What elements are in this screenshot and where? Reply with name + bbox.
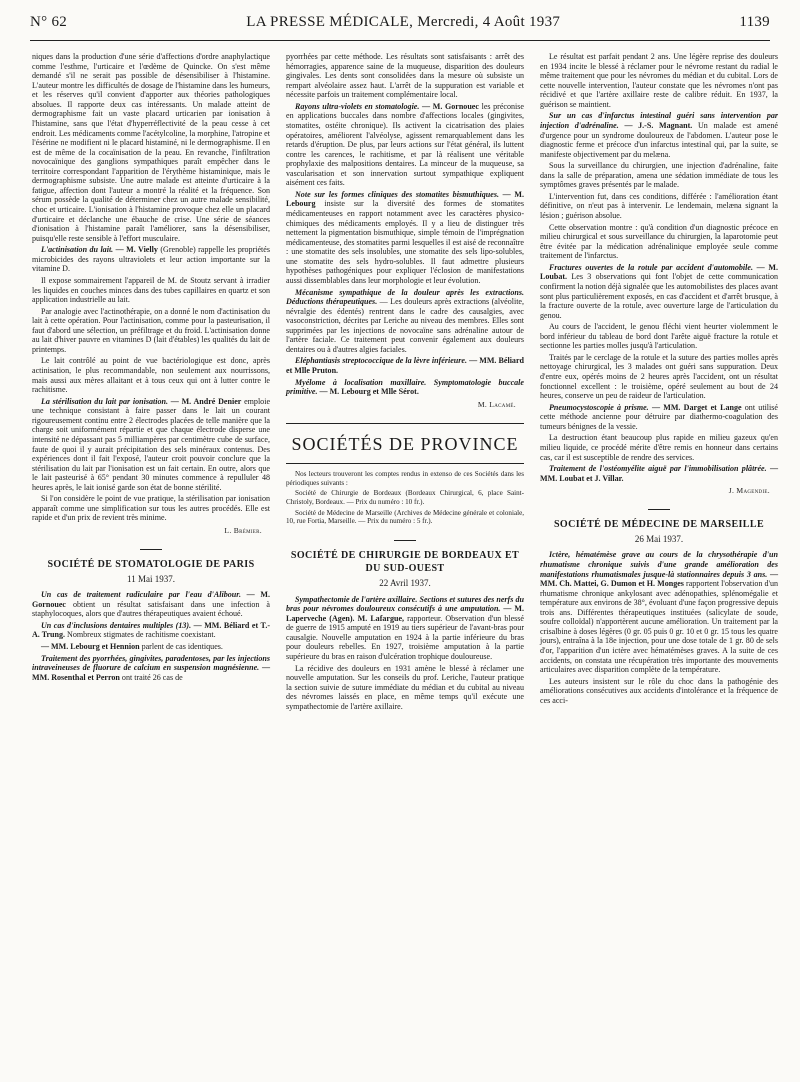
paragraph: Le résultat est parfait pendant 2 ans. Une légère reprise des douleurs en 1934 incite le blessé à réclamer pour le névrome restant du radial le même traitement que pour les névromes du médian et du cubital. Lors de cette nouvelle intervention, l'auteur constate que les névromes n'ont pas récidivé et que l'artère axillaire reste de calibre réduit. En 1937, la guérison se maintient.: [540, 52, 778, 109]
article-alibour: [32, 590, 270, 619]
article-author: — M. Lebourg: [286, 189, 524, 209]
article-text: les préconise en applications buccales dans nombre d'affections locales (gingivites, stomatites, ostéite chronique). Ils activent la cicatrisation des plaies opératoires, améliorent l'alvéolyse, agissent remarquablement dans les retards d'éruption. De plus, par leurs actions sur l'état général, ils luttent contre les carences, le rachitisme, et par là réalisent une véritable prophylaxie des malpositions dentaires. La minceur de la muqueuse, sa vascularisation et son innervation surtout sympathique expliquent aisément ces faits.: [286, 101, 524, 188]
society-title: SOCIÉTÉ DE MÉDECINE DE MARSEILLE: [553, 519, 765, 531]
article-title: Rayons ultra-violets en stomatologie.: [295, 101, 420, 111]
article-author: — MM. Béliard et Mlle Pruton.: [286, 356, 525, 375]
paragraph: L'intervention fut, dans ces conditions, différée : l'amélioration étant définitive, on n'eut pas à intervenir. Le lendemain, melæna signant la lésion ; guérison absolue.: [540, 191, 778, 220]
article-text: ont traité 26 cas de: [119, 672, 183, 682]
article-title: Un cas d'inclusions dentaires multiples (13).: [41, 620, 192, 630]
periodical-note: Société de Chirurgie de Bordeaux (Bordeaux Chirurgical, 6, place Saint-Christoly, Bordeaux. — Prix du numéro : 10 fr.).: [286, 489, 524, 507]
article-inclusions: [32, 621, 270, 640]
paragraph: Si l'on considère le point de vue pratique, la stérilisation par ionisation apparaît comme une simplification sur tous les autres procédés. Elle est rapide et d'un prix de revient très minime.: [32, 494, 270, 523]
article-author: — MM. Loubat et J. Villar.: [540, 464, 779, 483]
article-elephantiasis: [286, 356, 524, 375]
signature: J. Magendie.: [728, 486, 770, 496]
article-author: — M. Gornouec: [422, 101, 479, 111]
article-author: — J.-S. Magnant.: [624, 120, 693, 130]
page-number: 1139: [739, 14, 770, 30]
article-author: — M. Loubat.: [540, 262, 778, 282]
society-heading: [286, 540, 524, 576]
article-title: L'actinisation du lait.: [41, 245, 114, 255]
article-text: rapporteur. Observation d'un blessé de guerre de 1915 amputé en 1919 au tiers supérieur de l'avant-bras pour causalgie. Nouvelle amputation en 1924 à la partie inférieure du bras pour douleurs rebelles. En 1927, troisième amputation à la partie supérieure du bras en raison d'ulcération trophique douloureuse.: [286, 613, 524, 662]
article-text: (Grenoble) rappelle les propriétés microbicides des rayons ultraviolets et leur action importante sur la vitamine D.: [32, 245, 270, 274]
article-text: rapportent l'observation d'un rhumatisme chronique ankylosant avec adénopathies, splénomégalie et température aux environs de 38°, évoluant d'une façon progressive depuis trois ans. Différentes thérapeutiques instituées (salicylate de soude, soufre colloïdal) n'apportèrent aucune amélioration. Un traitement par la crisalbine à doses légères (0 gr. 05 puis 0 gr. 10 et 0 gr. 15 tous les quatre jours), entraîna à la 18e injection, pour une dose totale de 1 gr. 80 de sels d'or, l'apparition d'un ictère avec hématémèses graves. A la suite de ces accidents, on constata une récupération très importante des mouvements articulaires avec disparition complète de la température.: [540, 579, 779, 675]
society-title: SOCIÉTÉ DE CHIRURGIE DE BORDEAUX ET DU SUD-OUEST: [290, 549, 520, 575]
article-text: obtient un résultat satisfaisant dans une infection à staphylocoques, alors que d'autres thérapeutiques avaient échoué.: [32, 599, 270, 619]
article-author: — MM. Ch. Mattei, G. Dumon et H. Monges: [540, 569, 778, 589]
article-pyorrhees: [32, 654, 270, 683]
section-banner: SOCIÉTÉS DE PROVINCE: [286, 423, 524, 464]
article-title: Sur un cas d'infarctus intestinal guéri sans intervention par injection d'adrénaline.: [540, 111, 778, 130]
article-actinisation: [32, 245, 270, 274]
article-title: Mécanisme sympathique de la douleur après les extractions. Déductions thérapeutiques.: [286, 287, 524, 307]
article-author: — MM. Béliard et T.-A. Trung.: [32, 620, 271, 640]
article-title: Sympathectomie de l'artère axillaire. Sections et sutures des nerfs du bras pour névromes douloureux consécutifs à une amputation.: [286, 594, 524, 614]
article-author: — M. Laperveche (Agen). M. Lafargue,: [286, 604, 524, 623]
article-infarctus: [540, 111, 778, 159]
article-osteomyelite: [540, 464, 778, 483]
article-title: La stérilisation du lait par ionisation.: [41, 396, 169, 406]
article-author: — MM. Lebourg et Hennion: [41, 642, 140, 652]
article-myelome: [286, 378, 524, 397]
periodicals-intro: Nos lecteurs trouveront les comptes rendus in extenso de ces Sociétés dans les périodiques suivants :: [286, 470, 524, 487]
issue-number: N° 62: [30, 14, 68, 30]
article-ultraviolets: [286, 102, 524, 188]
paragraph: Au cours de l'accident, le genou fléchi vient heurter violemment le bord inférieur du tableau de bord dont l'arête aiguë fracture la rotule et sectionne les parties molles jusqu'à l'articulation.: [540, 322, 778, 351]
paragraph: Par analogie avec l'actinothérapie, on a donné le nom d'actinisation du lait à cette opération. Pour l'actinisation, comme pour la pasteurisation, il faut d'abord une sélection, un préfiltrage et du froid. L'actinisation donne au lait d'hiver pauvre en vitamines D (lait d'étables) les qualités du lait de printemps.: [32, 306, 270, 354]
article-title: Traitement des pyorrhées, gingivites, paradentoses, par les injections intraveineuses de fluorure de calcium en suspension magnésienne.: [32, 653, 270, 673]
article-author: — M. Vielly: [115, 245, 158, 255]
column-3: [540, 52, 778, 707]
article-text: ont utilisé cette méthode ancienne pour détruire par diathermo-coagulation des tumeurs bénignes de la vessie.: [540, 402, 778, 431]
article-pneumocystoscopie: [540, 403, 778, 432]
article-lebourg-hennion: [32, 642, 270, 652]
society-date: 26 Mai 1937.: [634, 533, 684, 544]
separator: [394, 540, 416, 541]
article-text: Les 3 observations qui font l'objet de cette communication confirment la notion déjà signalée que les automobilistes des places avant sont plus particulièrement exposés, en cas d'accident et d'arrêt brusque, à la fracture ouverte de la rotule, avec ouverture large de l'articulation du genou.: [540, 272, 778, 320]
article-text: Un malade est amené d'urgence pour un syndrome douloureux de l'abdomen. L'auteur pose le diagnostic ferme et précoce d'un infarctus intestinal qui, par la suite, se manifeste objectivement par du melæna.: [540, 120, 778, 159]
paragraph: Cette observation montre : qu'à condition d'un diagnostic précoce en milieu chirurgical et sous surveillance du chirurgien, la laparotomie peut être évitée par la médication adrénalinique employée seule comme traitement de l'infarctus.: [540, 222, 778, 261]
paragraph: Sous la surveillance du chirurgien, une injection d'adrénaline, faite dans la salle de préparation, amena une sédation immédiate de tous les symptômes graves présentés par le malade.: [540, 161, 778, 190]
society-date: 22 Avril 1937.: [379, 577, 431, 588]
article-rotule: [540, 263, 778, 320]
paragraph: Les auteurs insistent sur le rôle du choc dans la pathogénie des améliorations consécutives aux accidents d'intolérance et la fréquence de ces acci-: [540, 676, 778, 705]
article-title: Traitement de l'ostéomyélite aiguë par l'immobilisation plâtrée.: [549, 464, 767, 474]
article-author: — MM. Darget et Lange: [651, 402, 742, 412]
article-author: — MM. Rosenthal et Perron: [32, 663, 270, 682]
signature: L. Brémier.: [224, 526, 262, 535]
page-header: [30, 14, 770, 40]
society-heading: [540, 509, 778, 532]
article-text: insiste sur la diversité des formes de stomatites médicamenteuses en rapport notamment avec les caractères physico-chimiques des médicaments employés. Il y a lieu de distinguer très nettement la pigmentation bismuthique, simple témoin de l'imprégnation médicamenteuse, des stomatites parmi lesquelles il est aisé de reconnaître : une stomatite des sels insolubles, une stomatite des sels lipo-solubles, une stomatite des sels hydro-solubles. Il faut admettre plusieurs hypothèses pathogéniques pour expliquer l'éclosion de manifestations aussi dissemblables dans leur morphologie et leur évolution.: [286, 199, 524, 285]
paragraph: Il expose sommairement l'appareil de M. de Stoutz servant à irradier les liquides en couches minces dans des tubes capillaires en quartz et son application industrielle au lait.: [32, 275, 270, 305]
column-1: [32, 52, 270, 684]
article-stomatites: [286, 190, 524, 286]
column-2: [286, 52, 524, 713]
article-title: Fractures ouvertes de la rotule par accident d'automobile.: [549, 262, 753, 272]
paragraph: La destruction étant beaucoup plus rapide en milieu gazeux qu'en milieu liquide, ce procédé mérite d'être remis en honneur dans certains cas, car il est susceptible de rendre des services.: [540, 433, 778, 462]
article-author: — M. Lebourg et Mlle Sérot.: [319, 387, 419, 397]
society-heading: [32, 549, 270, 572]
paragraph: pyorrhées par cette méthode. Les résultats sont satisfaisants : arrêt des hémorragies, apparence saine de la muqueuse, disparition des douleurs gingivales. Les dents sont consolidées dans la mesure où subsiste un rempart alvéolaire assez haut. L'arrêt de la suppuration est variable et nécessite parfois un traitement complémentaire local.: [286, 52, 524, 100]
separator: [648, 509, 670, 510]
paragraph: La récidive des douleurs en 1931 amène le blessé à réclamer une nouvelle amputation. Sur les conseils du prof. Leriche, l'auteur pratique la section suivie de suture immédiate du médian et du cubital au niveau des névromes laissés en place, en même temps qu'il exécute une sympathectomie de l'artère axillaire.: [286, 663, 524, 711]
header-rule: [30, 40, 770, 41]
society-date: 11 Mai 1937.: [127, 573, 175, 584]
paragraph: niques dans la production d'une série d'affections d'ordre anaphylactique comme l'esthme, l'urticaire et l'œdème de Quincke. On s'est même demandé s'il ne serait pas possible de désensibiliser à l'histamine. L'auteur montre les difficultés de dosage de l'histamine dans les humeurs, et les réserves qu'il convient d'apporter aux théories pathologiques absolues. Il rapporte deux cas intéressants. Un malade atteint de dermographisme fait un vaste placard urticarien par ionisation à l'histamine, sans que l'état d'hyperréflectivité de la peau cesse à cet endroit. Les médicaments comme l'acétylcoline, la morphine, l'atropine et l'ésérine ne modifient ni le placard histaminé, ni le dermographisme. Il en est de même de la cocaïnisation de la peau. En revanche, l'infiltration novocaïnique des ganglions sympathiques paraît empêcher dans le territoire correspondant l'apparition de l'érythème histaminique, mais le dermographisme subsiste. Une autre malade est atteinte d'urticaire à la fatigue, affection dont l'auteur a montré la réalité et la fréquence. Son sérum possède la qualité de déterminer chez un autre malade sensibilité, choc et urticaire. L'ionisation à l'histamine provoque chez elle un placard d'urticaire et déclanche une ébauche de crise. Une série de séances d'ionisation à l'histamine paraît l'améliorer, sans la désensibiliser, puisqu'elle reste sensible à l'effort musculaire.: [32, 52, 270, 243]
article-mecanisme: [286, 288, 524, 355]
article-author: — M. Gornouec: [32, 590, 270, 609]
article-title: Ictère, hématémèse grave au cours de la chrysothérapie d'un rhumatisme chronique suivis d'une grande amélioration des manifestations rhumatismales jusque-là stationnaires depuis 3 ans.: [540, 550, 778, 579]
paragraph: Le lait contrôlé au point de vue bactériologique est donc, après actinisation, le plus recommandable, non seulement aux nourrissons, mais aussi aux mères allaitant et à tous ceux qui ont à lutter contre le rachitisme.: [32, 356, 270, 395]
article-author: — M. André Denier: [170, 396, 242, 406]
article-title: Un cas de traitement radiculaire par l'eau d'Alibour.: [41, 590, 241, 600]
article-text: — Les douleurs après extractions (alvéolite, névralgie des édentés) rentrent dans le cadre des causalgies, avec vasoconstriction, décrites par Leriche au niveau des membres. Elles sont supprimées par les injections de novocaïne sans adrénaline autour de l'artère faciale. Ce traitement peut convenir également aux douleurs dentaires ou à d'autres algies faciales.: [286, 297, 525, 354]
paragraph: Traités par le cerclage de la rotule et la suture des parties molles après nettoyage chirurgical, les 3 malades ont guéri sans suppuration. Deux d'entre eux, opérés moins de 2 heures après l'accident, ont un résultat fonctionnel excellent : le troisième, opéré seulement au bout de 24 heures, conserve un peu de raideur de l'articulation.: [540, 352, 778, 401]
society-title: SOCIÉTÉ DE STOMATOLOGIE DE PARIS: [47, 559, 255, 571]
article-sympathectomie: [286, 595, 524, 662]
article-title: Pneumocystoscopie à prisme.: [549, 402, 649, 412]
article-text: emploie une technique consistant à faire passer dans le lait un courant rigoureusement continu entre 2 électrodes placées de telle manière que la charge soit uniformément répartie et que chaque électrode disperse une intensité ne dépassant pas 5 milliampères par centimètre cube de surface, faute de quoi il y aurait précipitation des sels minéraux contenus. Des expériences dont il fait l'exposé, l'auteur croit pouvoir conclure que la stérilisation du lait par l'ionisation est un fait certain. En outre, alors que le lait pasteurisé à 65° pendant 30 minutes commence à repulluler 48 heures après, le lait ionisé garde son état de bonne stérilité.: [32, 396, 271, 492]
article-ictere: [540, 550, 778, 674]
separator: [140, 549, 162, 550]
article-title: Note sur les formes cliniques des stomatites bismuthiques.: [295, 189, 499, 199]
periodical-note: Société de Médecine de Marseille (Archives de Médecine générale et coloniale, 10, rue Fortia, Marseille. — Prix du numéro : 5 fr.).: [286, 508, 524, 526]
article-title: Myélome à localisation maxillaire. Symptomatologie buccale primitive.: [286, 377, 524, 397]
journal-title: LA PRESSE MÉDICALE, Mercredi, 4 Août 1937: [246, 14, 561, 30]
article-text: Nombreux stigmates de rachitisme coexistant.: [65, 630, 216, 640]
article-title: Eléphantiasis streptococcique de la lèvre inférieure.: [295, 356, 468, 366]
article-text: parlent de cas identiques.: [139, 642, 223, 652]
article-sterilisation: [32, 397, 270, 493]
signature: M. Lacamé.: [477, 399, 516, 409]
